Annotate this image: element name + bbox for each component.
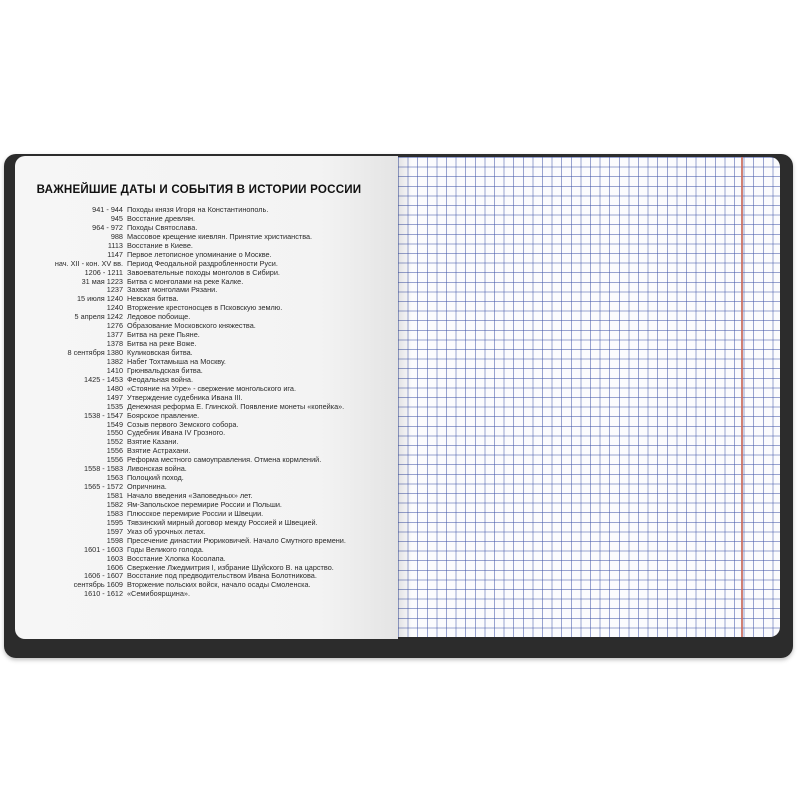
- event-text: Битва на реке Воже.: [127, 339, 197, 349]
- event-text: Ливонская война.: [127, 464, 187, 474]
- event-date: сентябрь 1609: [73, 580, 123, 590]
- event-text: Ям-Запольское перемирие России и Польши.: [127, 499, 282, 509]
- event-date: 1206 - 1211: [84, 267, 123, 277]
- event-date: 1606 - 1607: [84, 571, 123, 581]
- event-text: Набег Тохтамыша на Москву.: [127, 356, 226, 366]
- event-date: 1550: [106, 428, 123, 438]
- event-date: 1582: [106, 499, 123, 509]
- event-text: Боярское правление.: [127, 410, 200, 420]
- event-row: [30, 331, 375, 340]
- event-text: Взятие Казани.: [127, 437, 179, 447]
- event-text: Битва на реке Пьяне.: [127, 330, 200, 340]
- event-text: «Семибоярщина».: [127, 589, 190, 599]
- event-date: 1410: [106, 365, 123, 375]
- event-text: Восстание под предводительством Ивана Болотникова.: [127, 571, 317, 581]
- event-row: [30, 233, 375, 242]
- event-text: Захват монголами Рязани.: [127, 285, 218, 295]
- event-date: 15 июля 1240: [76, 294, 123, 304]
- event-text: «Стояние на Угре» - свержение монгольского ига.: [127, 383, 297, 393]
- event-date: 1382: [106, 356, 123, 366]
- event-date: 988: [110, 231, 123, 241]
- event-date: 1425 - 1453: [84, 374, 123, 384]
- right-page-grid: [398, 157, 780, 637]
- event-text: Пресечение династии Рюриковичей. Начало Смутного времени.: [127, 535, 346, 545]
- event-date: 1565 - 1572: [84, 482, 123, 492]
- event-text: Битва с монголами на реке Калке.: [127, 276, 244, 286]
- event-row: [30, 367, 375, 376]
- page-heading: ВАЖНЕЙШИЕ ДАТЫ И СОБЫТИЯ В ИСТОРИИ РОССИИ: [36, 183, 362, 196]
- event-text: Образование Московского княжества.: [127, 321, 256, 331]
- event-text: Денежная реформа Е. Глинской. Появление монеты «копейка».: [127, 401, 345, 411]
- margin-line: [741, 157, 743, 637]
- event-text: Плюсское перемирие России и Швеции.: [127, 508, 264, 518]
- event-date: 1552: [106, 437, 123, 447]
- event-row: [30, 403, 375, 412]
- event-date: нач. XII - кон. XV вв.: [54, 258, 123, 268]
- event-date: 1597: [106, 526, 123, 536]
- event-date: 1538 - 1547: [84, 410, 123, 420]
- event-text: Указ об урочных летах.: [127, 526, 206, 536]
- event-text: Вторжение крестоносцев в Псковскую землю.: [127, 303, 283, 313]
- event-text: Реформа местного самоуправления. Отмена кормлений.: [127, 455, 322, 465]
- event-text: Годы Великого голода.: [127, 544, 204, 554]
- event-date: 1601 - 1603: [84, 544, 123, 554]
- event-row: [30, 206, 375, 215]
- event-text: Массовое крещение киевлян. Принятие христианства.: [127, 231, 313, 241]
- event-date: 1480: [106, 383, 123, 393]
- event-text: Опричнина.: [127, 482, 167, 492]
- event-text: Феодальная война.: [127, 374, 193, 384]
- event-row: [30, 215, 375, 224]
- event-text: Свержение Лжедмитрия I, избрание Шуйского В. на царство.: [127, 562, 334, 572]
- event-date: 1497: [106, 392, 123, 402]
- event-date: 1595: [106, 517, 123, 527]
- event-date: 1558 - 1583: [84, 464, 123, 474]
- event-date: 1556: [106, 446, 123, 456]
- event-text: Завоевательные походы монголов в Сибири.: [127, 267, 280, 277]
- event-row: [30, 465, 375, 474]
- event-text: Утверждение судебника Ивана III.: [127, 392, 243, 402]
- event-text: Грюнвальдская битва.: [127, 365, 203, 375]
- event-date: 1276: [106, 321, 123, 331]
- event-date: 1581: [106, 491, 123, 500]
- event-date: 31 мая 1223: [81, 276, 123, 286]
- event-date: 1237: [106, 285, 123, 295]
- event-date: 1556: [106, 455, 123, 465]
- event-text: Созыв первого Земского собора.: [127, 419, 239, 429]
- event-text: Восстание в Киеве.: [127, 240, 193, 250]
- event-date: 941 - 944: [92, 205, 123, 214]
- event-row: [30, 590, 375, 599]
- event-row: [30, 474, 375, 483]
- event-date: 1610 - 1612: [84, 589, 123, 599]
- event-date: 1378: [106, 339, 123, 349]
- event-date: 5 апреля 1242: [74, 312, 123, 322]
- event-date: 1563: [106, 473, 123, 483]
- event-date: 1549: [106, 419, 123, 429]
- event-date: 1240: [106, 303, 123, 313]
- event-date: 1113: [107, 240, 123, 250]
- event-date: 1606: [106, 562, 123, 572]
- event-date: 1377: [106, 330, 123, 340]
- event-date: 945: [110, 213, 123, 223]
- event-row: [30, 322, 375, 331]
- event-date: 1603: [106, 553, 123, 563]
- event-text: Куликовская битва.: [127, 348, 193, 357]
- event-text: Полоцкий поход.: [127, 473, 184, 483]
- event-date: 964 - 972: [92, 222, 123, 232]
- event-text: Первое летописное упоминание о Москве.: [127, 249, 272, 259]
- event-date: 1583: [106, 508, 123, 518]
- event-date: 1598: [106, 535, 123, 545]
- event-date: 1147: [107, 249, 123, 259]
- event-date: 8 сентября 1380: [67, 348, 123, 357]
- event-text: Восстание древлян.: [127, 213, 196, 223]
- event-text: Восстание Хлопка Косолапа.: [127, 553, 226, 563]
- event-text: Период Феодальной раздробленности Руси.: [127, 258, 278, 268]
- event-text: Невская битва.: [127, 294, 179, 304]
- event-row: [30, 581, 375, 590]
- event-text: Начало введения «Заповедных» лет.: [127, 491, 253, 500]
- event-text: Взятие Астрахани.: [127, 446, 191, 456]
- event-row: [30, 429, 375, 438]
- event-text: Ледовое побоище.: [127, 312, 191, 322]
- events-list: [30, 206, 375, 599]
- event-text: Тявзинский мирный договор между Россией и Швецией.: [127, 517, 318, 527]
- event-text: Вторжение польских войск, начало осады Смоленска.: [127, 580, 311, 590]
- event-text: Походы князя Игоря на Константинополь.: [127, 205, 269, 214]
- event-date: 1535: [106, 401, 123, 411]
- event-text: Походы Святослава.: [127, 222, 198, 232]
- event-row: [30, 438, 375, 447]
- event-row: [30, 456, 375, 465]
- event-text: Судебник Ивана IV Грозного.: [127, 428, 226, 438]
